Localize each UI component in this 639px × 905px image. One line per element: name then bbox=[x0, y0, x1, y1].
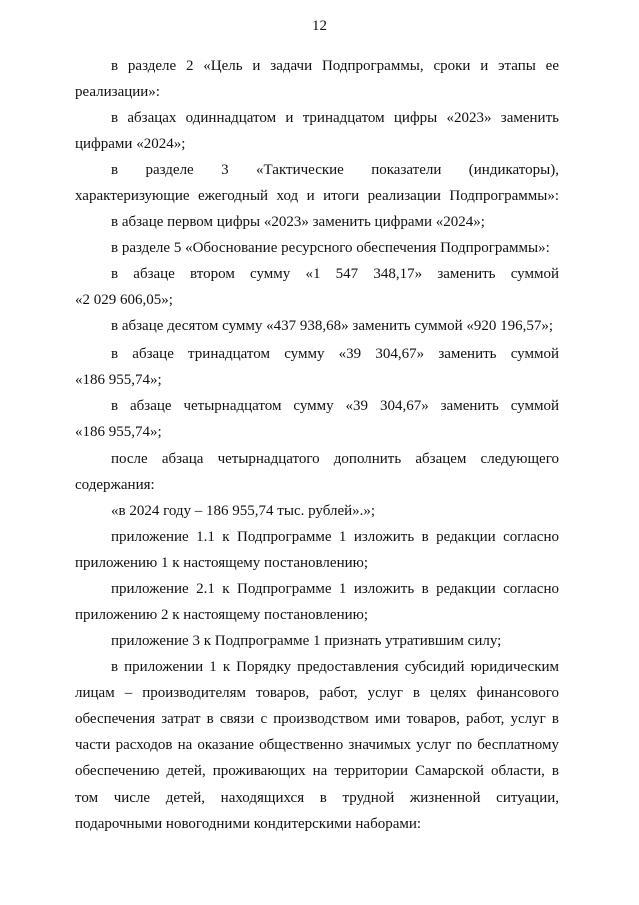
text-line: в разделе 2 «Цель и задачи Подпрограммы, сроки и этапы ее bbox=[111, 58, 559, 74]
text-line: характеризующие ежегодный ход и итоги реализации Подпрограммы»: bbox=[75, 188, 559, 204]
text-line: содержания: bbox=[75, 477, 155, 493]
text-line: «2 029 606,05»; bbox=[75, 292, 173, 308]
text-line: обеспечению детей, проживающих на территории Самарской области, в bbox=[75, 763, 559, 779]
text-line: части расходов на оказание общественно значимых услуг по бесплатному bbox=[75, 737, 559, 753]
text-line: в приложении 1 к Порядку предоставления субсидий юридическим bbox=[111, 659, 559, 675]
text-line: приложение 2.1 к Подпрограмме 1 изложить в редакции согласно bbox=[111, 581, 559, 597]
text-line: в абзаце первом цифры «2023» заменить цифрами «2024»; bbox=[111, 214, 485, 230]
text-line: в разделе 3 «Тактические показатели (индикаторы), bbox=[111, 162, 559, 178]
text-line: приложению 1 к настоящему постановлению; bbox=[75, 555, 368, 571]
text-line: подарочными новогодними кондитерскими наборами: bbox=[75, 816, 422, 832]
text-line: в абзаце четырнадцатом сумму «39 304,67» заменить суммой bbox=[111, 398, 559, 414]
text-line: «в 2024 году – 186 955,74 тыс. рублей».»; bbox=[111, 503, 376, 519]
text-line: приложение 1.1 к Подпрограмме 1 изложить в редакции согласно bbox=[111, 529, 559, 545]
text-line: лицам – производителям товаров, работ, услуг в целях финансового bbox=[75, 685, 559, 701]
text-line: в абзаце десятом сумму «437 938,68» заменить суммой «920 196,57»; bbox=[111, 318, 554, 334]
text-line: после абзаца четырнадцатого дополнить абзацем следующего bbox=[111, 451, 559, 467]
page-number: 12 bbox=[312, 18, 327, 34]
text-line: в абзаце втором сумму «1 547 348,17» заменить суммой bbox=[111, 266, 559, 282]
text-line: в абзаце тринадцатом сумму «39 304,67» заменить суммой bbox=[111, 346, 559, 362]
text-line: приложению 2 к настоящему постановлению; bbox=[75, 607, 368, 623]
text-line: «186 955,74»; bbox=[75, 424, 162, 440]
text-line: «186 955,74»; bbox=[75, 372, 162, 388]
text-line: реализации»: bbox=[75, 84, 160, 100]
text-line: в разделе 5 «Обоснование ресурсного обеспечения Подпрограммы»: bbox=[111, 240, 550, 256]
text-line: приложение 3 к Подпрограмме 1 признать утратившим силу; bbox=[111, 633, 502, 649]
text-line: обеспечения затрат в связи с производством ими товаров, работ, услуг в bbox=[75, 711, 559, 727]
text-line: в абзацах одиннадцатом и тринадцатом цифры «2023» заменить bbox=[111, 110, 559, 126]
text-line: том числе детей, находящихся в трудной жизненной ситуации, bbox=[75, 790, 559, 806]
text-line: цифрами «2024»; bbox=[75, 136, 186, 152]
